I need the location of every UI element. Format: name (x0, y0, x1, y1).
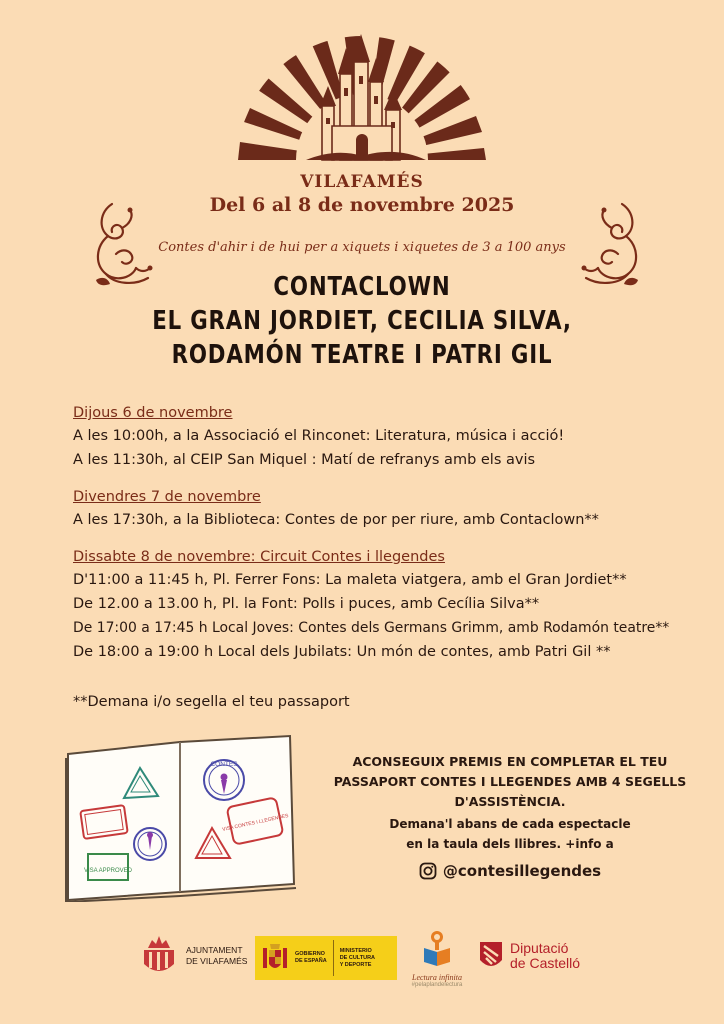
gov-left-1: GOBIERNO (295, 951, 325, 957)
promo-line: D'ASSISTÈNCIA. (454, 794, 566, 809)
diputacio-line-2: de Castelló (510, 955, 581, 971)
day-heading: Divendres 7 de novembre (73, 489, 261, 505)
ajuntament-vilafames-logo (140, 934, 247, 978)
town-name: VILAFAMÉS (300, 172, 424, 192)
contes-stamp: CONTES (210, 761, 238, 768)
day-block-friday (73, 486, 713, 532)
gov-right-3: Y DEPORTE (339, 961, 372, 968)
day-heading: Dijous 6 de novembre (73, 405, 233, 421)
instagram-icon (419, 862, 437, 880)
instagram-handle[interactable]: @contesillegendes (442, 862, 602, 880)
promo-line: Demana'l abans de cada espectacle (389, 817, 631, 831)
gov-left-2: DE ESPAÑA (295, 958, 327, 964)
sponsor-logos (0, 928, 724, 998)
diputacio-line-1: Diputació (510, 940, 569, 956)
title-line-1: CONTACLOWN (273, 272, 451, 302)
schedule-event: A les 17:30h, a la Biblioteca: Contes de por per riure, amb Contaclown** (73, 512, 599, 528)
diputacio-castello-logo (478, 940, 580, 972)
title-line-2: EL GRAN JORDIET, CECILIA SILVA, (152, 306, 572, 336)
performers-title (0, 270, 724, 372)
gov-divider (333, 940, 334, 976)
ajuntament-crest-icon (140, 934, 178, 978)
lectura-infinita-logo (404, 928, 470, 988)
gov-right-1: MINISTERIO (339, 947, 372, 954)
passport-promo (310, 752, 710, 880)
castle-sunburst-illustration (236, 30, 488, 162)
gov-right-2: DE CULTURA (339, 954, 376, 961)
lectura-infinita-icon (420, 928, 454, 968)
promo-line: ACONSEGUIX PREMIS EN COMPLETAR EL TEU (352, 754, 668, 769)
schedule-event: De 18:00 a 19:00 h Local dels Jubilats: Un món de contes, amb Patri Gil ** (73, 644, 611, 660)
spain-coat-of-arms-icon (261, 942, 289, 974)
diputacio-crest-icon (478, 940, 504, 972)
schedule-event: A les 11:30h, al CEIP San Miquel : Matí de refranys amb els avis (73, 452, 536, 468)
promo-line: PASSAPORT CONTES I LLEGENDES AMB 4 SEGELLS (333, 774, 687, 789)
passport-note: **Demana i/o segella el teu passaport (73, 694, 350, 710)
event-dates: Del 6 al 8 de novembre 2025 (209, 194, 515, 216)
instagram-handle-row[interactable] (310, 862, 710, 880)
lectura-infinita-text: Lectura infinita (412, 973, 462, 982)
promo-line: en la taula dels llibres. +info a (406, 837, 614, 851)
schedule (73, 402, 713, 678)
ajuntament-line-1: AJUNTAMENT (186, 945, 243, 955)
day-heading: Dissabte 8 de novembre: Circuit Contes i llegendes (73, 549, 445, 565)
visa-approved-stamp: VISA APPROVED (83, 868, 133, 874)
day-block-thursday (73, 402, 713, 472)
schedule-event: De 12.00 a 13.00 h, Pl. la Font: Polls i puces, amb Cecília Silva** (73, 596, 540, 612)
ajuntament-line-2: DE VILAFAMÉS (186, 956, 248, 966)
passport-illustration (62, 732, 300, 902)
gobierno-espana-logo (255, 936, 397, 980)
title-line-3: RODAMÓN TEATRE I PATRI GIL (171, 340, 553, 370)
schedule-event: A les 10:00h, a la Associació el Rinconet: Literatura, música i acció! (73, 428, 565, 444)
schedule-event: De 17:00 a 17:45 h Local Joves: Contes dels Germans Grimm, amb Rodamón teatre** (73, 620, 670, 636)
lectura-infinita-tag: #pelaplandelectura (411, 982, 463, 988)
schedule-event: D'11:00 a 11:45 h, Pl. Ferrer Fons: La maleta viatgera, amb el Gran Jordiet** (73, 572, 627, 588)
visa-contes-stamp: VISA CONTES I LLEGENDES (221, 813, 290, 833)
event-subtitle: Contes d'ahir i de hui per a xiquets i xiquetes de 3 a 100 anys (158, 240, 566, 255)
day-block-saturday (73, 546, 713, 664)
